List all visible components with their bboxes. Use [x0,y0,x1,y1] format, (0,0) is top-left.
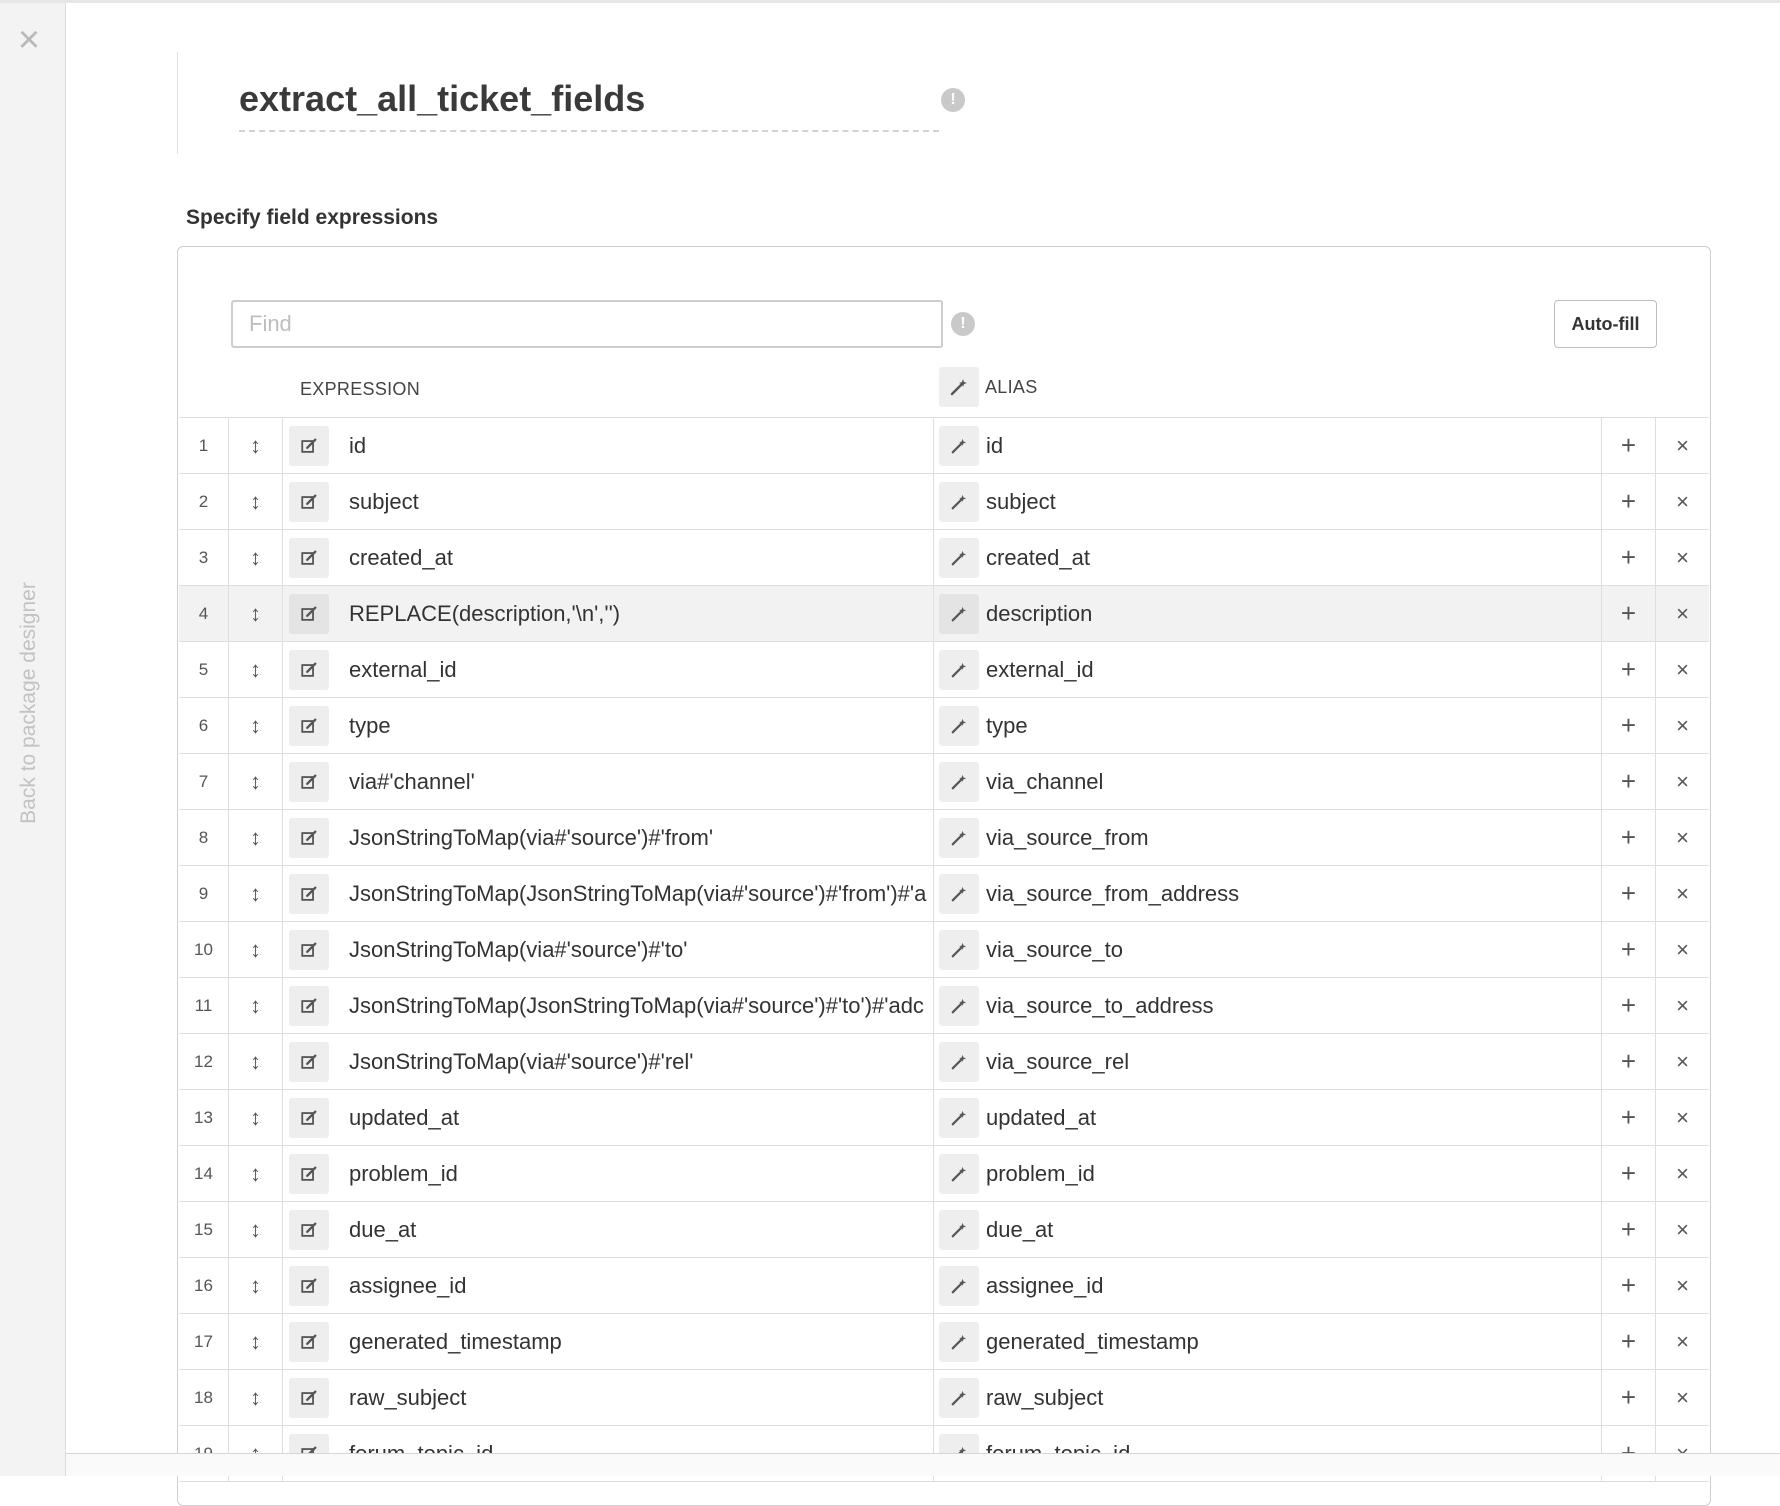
edit-icon[interactable] [289,762,329,802]
row-number: 18 [179,1370,229,1425]
info-icon[interactable]: ! [941,88,965,112]
remove-row-button[interactable]: × [1676,544,1689,570]
edit-icon[interactable] [289,538,329,578]
magic-wand-icon[interactable] [939,762,979,802]
remove-row-button[interactable]: × [1676,1104,1689,1130]
remove-row-button[interactable]: × [1676,936,1689,962]
alias-text[interactable]: subject [986,488,1056,514]
add-row-button[interactable]: + [1602,474,1656,529]
drag-handle-icon[interactable]: ↕ [229,922,283,977]
add-row-button[interactable]: + [1602,922,1656,977]
drag-handle-icon[interactable]: ↕ [229,418,283,473]
section-label: Specify field expressions [186,206,439,229]
edit-icon[interactable] [289,706,329,746]
alias-cell[interactable] [934,642,1602,697]
row-number: 10 [179,922,229,977]
drag-handle-icon[interactable]: ↕ [229,1202,283,1257]
expression-cell[interactable] [283,586,934,641]
drag-handle-icon[interactable]: ↕ [229,754,283,809]
remove-row-button[interactable]: × [1676,1384,1689,1410]
expression-cell[interactable] [283,1314,934,1369]
table-row[interactable] [179,1258,1709,1314]
edit-icon[interactable] [289,874,329,914]
expression-text[interactable]: type [349,712,391,738]
add-row-button[interactable]: + [1602,1370,1656,1425]
bottom-bar [66,1453,1780,1476]
expression-text[interactable]: problem_id [349,1160,458,1186]
expression-text[interactable]: JsonStringToMap(JsonStringToMap(via#'source')#'from')#'a [349,880,927,906]
alias-text[interactable]: via_source_rel [986,1048,1130,1074]
expression-cell[interactable] [283,754,934,809]
edit-icon[interactable] [289,1266,329,1306]
expression-text[interactable]: REPLACE(description,'\n','') [349,600,621,626]
alias-text[interactable]: via_channel [986,768,1104,794]
alias-text[interactable]: type [986,712,1028,738]
drag-handle-icon[interactable]: ↕ [229,1090,283,1145]
add-row-button[interactable]: + [1602,1146,1656,1201]
alias-cell[interactable] [934,810,1602,865]
row-number: 7 [179,754,229,809]
magic-wand-icon[interactable] [939,538,979,578]
expression-cell[interactable] [283,866,934,921]
magic-wand-icon[interactable] [939,426,979,466]
drag-handle-icon[interactable]: ↕ [229,530,283,585]
edit-icon[interactable] [289,482,329,522]
row-number: 4 [179,586,229,641]
alias-text[interactable]: via_source_from [986,824,1149,850]
auto-fill-button[interactable]: Auto-fill [1554,300,1657,348]
expression-text[interactable]: created_at [349,544,453,570]
alias-column-header: ALIAS [985,377,1038,397]
alias-text[interactable]: description [986,600,1093,626]
magic-wand-icon[interactable] [939,594,979,634]
row-number: 14 [179,1146,229,1201]
row-number: 2 [179,474,229,529]
add-row-button[interactable]: + [1602,642,1656,697]
magic-wand-icon[interactable] [939,1266,979,1306]
add-row-button[interactable]: + [1602,754,1656,809]
add-row-button[interactable]: + [1602,586,1656,641]
remove-row-button[interactable]: × [1676,1272,1689,1298]
component-name[interactable]: extract_all_ticket_fields [239,78,939,132]
alias-cell[interactable] [934,1090,1602,1145]
expression-text[interactable]: updated_at [349,1104,460,1130]
table-row[interactable] [179,642,1709,698]
row-number: 11 [179,978,229,1033]
alias-cell[interactable] [934,530,1602,585]
drag-handle-icon[interactable]: ↕ [229,978,283,1033]
expression-cell[interactable] [283,530,934,585]
edit-icon[interactable] [289,1098,329,1138]
table-row[interactable] [179,1146,1709,1202]
alias-text[interactable]: updated_at [986,1104,1097,1130]
add-row-button[interactable]: + [1602,530,1656,585]
alias-cell[interactable] [934,418,1602,473]
expression-cell[interactable] [283,642,934,697]
remove-row-button[interactable]: × [1676,600,1689,626]
add-row-button[interactable]: + [1602,1090,1656,1145]
alias-cell[interactable] [934,1370,1602,1425]
add-row-button[interactable]: + [1602,418,1656,473]
drag-handle-icon[interactable]: ↕ [229,866,283,921]
table-row[interactable] [179,1370,1709,1426]
magic-wand-icon[interactable] [939,1378,979,1418]
remove-row-button[interactable]: × [1676,1048,1689,1074]
add-row-button[interactable]: + [1602,698,1656,753]
alias-cell[interactable] [934,978,1602,1033]
alias-text[interactable]: due_at [986,1216,1054,1242]
find-input[interactable] [231,300,943,348]
expression-table [179,417,1709,1482]
magic-wand-icon[interactable] [939,482,979,522]
magic-wand-icon[interactable] [939,1042,979,1082]
alias-cell[interactable] [934,474,1602,529]
alias-cell[interactable] [934,586,1602,641]
table-row[interactable] [179,474,1709,530]
expression-cell[interactable] [283,418,934,473]
drag-handle-icon[interactable]: ↕ [229,642,283,697]
add-row-button[interactable]: + [1602,866,1656,921]
magic-wand-icon[interactable] [939,650,979,690]
alias-text[interactable]: via_source_from_address [986,880,1240,906]
expression-cell[interactable] [283,1370,934,1425]
drag-handle-icon[interactable]: ↕ [229,1258,283,1313]
close-icon[interactable]: × [17,19,41,61]
alias-text[interactable]: via_source_to [986,936,1123,962]
add-row-button[interactable]: + [1602,978,1656,1033]
expression-cell[interactable] [283,1258,934,1313]
expression-cell[interactable] [283,810,934,865]
alias-cell[interactable] [934,922,1602,977]
row-number: 13 [179,1090,229,1145]
expression-text[interactable]: JsonStringToMap(JsonStringToMap(via#'source')#'to')#'adc [349,992,924,1018]
drag-handle-icon[interactable]: ↕ [229,1314,283,1369]
row-number: 15 [179,1202,229,1257]
alias-cell[interactable] [934,1258,1602,1313]
remove-row-button[interactable]: × [1676,992,1689,1018]
table-row[interactable] [179,754,1709,810]
table-row[interactable] [179,530,1709,586]
magic-wand-icon[interactable] [939,930,979,970]
magic-wand-icon[interactable] [939,874,979,914]
expression-text[interactable]: id [349,432,367,458]
table-row[interactable] [179,978,1709,1034]
expression-text[interactable]: due_at [349,1216,417,1242]
alias-text[interactable]: id [986,432,1004,458]
edit-icon[interactable] [289,986,329,1026]
add-row-button[interactable]: + [1602,1202,1656,1257]
drag-handle-icon[interactable]: ↕ [229,1146,283,1201]
edit-icon[interactable] [289,930,329,970]
expression-text[interactable]: raw_subject [349,1384,467,1410]
edit-icon[interactable] [289,1210,329,1250]
expression-column-header: EXPRESSION [300,379,421,399]
alias-text[interactable]: via_source_to_address [986,992,1214,1018]
expression-text[interactable]: assignee_id [349,1272,467,1298]
edit-icon[interactable] [289,1322,329,1362]
expression-cell[interactable] [283,1202,934,1257]
table-row[interactable] [179,586,1709,642]
alias-text[interactable]: assignee_id [986,1272,1104,1298]
row-number: 12 [179,1034,229,1089]
alias-cell[interactable] [934,1146,1602,1201]
alias-cell[interactable] [934,1202,1602,1257]
expression-text[interactable]: JsonStringToMap(via#'source')#'to' [349,936,688,962]
alias-text[interactable]: created_at [986,544,1090,570]
edit-icon[interactable] [289,1154,329,1194]
remove-row-button[interactable]: × [1676,1160,1689,1186]
remove-row-button[interactable]: × [1676,880,1689,906]
table-row[interactable] [179,1034,1709,1090]
row-number: 16 [179,1258,229,1313]
alias-cell[interactable] [934,754,1602,809]
alias-text[interactable]: problem_id [986,1160,1095,1186]
table-row[interactable] [179,418,1709,474]
edit-icon[interactable] [289,1042,329,1082]
expression-text[interactable]: external_id [349,656,457,682]
top-border [0,0,1780,3]
sidebar [0,3,66,1476]
back-to-package-designer-link[interactable]: Back to package designer [17,582,40,824]
expression-text[interactable]: JsonStringToMap(via#'source')#'rel' [349,1048,694,1074]
edit-icon[interactable] [289,594,329,634]
remove-row-button[interactable]: × [1676,1328,1689,1354]
row-number: 6 [179,698,229,753]
expression-text[interactable]: via#'channel' [349,768,475,794]
expression-cell[interactable] [283,978,934,1033]
alias-cell[interactable] [934,1034,1602,1089]
remove-row-button[interactable]: × [1676,656,1689,682]
table-row[interactable] [179,1090,1709,1146]
add-row-button[interactable]: + [1602,1258,1656,1313]
drag-handle-icon[interactable]: ↕ [229,474,283,529]
expression-text[interactable]: generated_timestamp [349,1328,562,1354]
expression-cell[interactable] [283,1034,934,1089]
edit-icon[interactable] [289,426,329,466]
magic-wand-icon[interactable] [939,367,979,407]
drag-handle-icon[interactable]: ↕ [229,1034,283,1089]
row-number: 17 [179,1314,229,1369]
component-title-block [177,52,977,154]
magic-wand-icon[interactable] [939,1154,979,1194]
expression-cell[interactable] [283,474,934,529]
edit-icon[interactable] [289,650,329,690]
table-row[interactable] [179,866,1709,922]
alias-cell[interactable] [934,698,1602,753]
find-info-icon[interactable]: ! [951,312,975,336]
magic-wand-icon[interactable] [939,1210,979,1250]
remove-row-button[interactable]: × [1676,768,1689,794]
magic-wand-icon[interactable] [939,1322,979,1362]
add-row-button[interactable]: + [1602,1314,1656,1369]
row-number: 3 [179,530,229,585]
alias-cell[interactable] [934,1314,1602,1369]
add-row-button[interactable]: + [1602,810,1656,865]
alias-cell[interactable] [934,866,1602,921]
drag-handle-icon[interactable]: ↕ [229,1370,283,1425]
expression-text[interactable]: JsonStringToMap(via#'source')#'from' [349,824,714,850]
remove-row-button[interactable]: × [1676,712,1689,738]
remove-row-button[interactable]: × [1676,488,1689,514]
alias-text[interactable]: external_id [986,656,1094,682]
expression-cell[interactable] [283,1090,934,1145]
edit-icon[interactable] [289,1378,329,1418]
drag-handle-icon[interactable]: ↕ [229,810,283,865]
table-row[interactable] [179,810,1709,866]
table-row[interactable] [179,698,1709,754]
expression-cell[interactable] [283,1146,934,1201]
expression-text[interactable]: subject [349,488,419,514]
magic-wand-icon[interactable] [939,986,979,1026]
row-number: 8 [179,810,229,865]
add-row-button[interactable]: + [1602,1034,1656,1089]
expression-cell[interactable] [283,698,934,753]
row-number: 1 [179,418,229,473]
drag-handle-icon[interactable]: ↕ [229,586,283,641]
drag-handle-icon[interactable]: ↕ [229,698,283,753]
table-row[interactable] [179,1202,1709,1258]
field-expressions-panel [177,246,1711,1506]
expression-cell[interactable] [283,922,934,977]
magic-wand-icon[interactable] [939,1098,979,1138]
remove-row-button[interactable]: × [1676,824,1689,850]
remove-row-button[interactable]: × [1676,432,1689,458]
magic-wand-icon[interactable] [939,706,979,746]
table-row[interactable] [179,922,1709,978]
row-number: 5 [179,642,229,697]
alias-text[interactable]: generated_timestamp [986,1328,1199,1354]
table-row[interactable] [179,1314,1709,1370]
magic-wand-icon[interactable] [939,818,979,858]
alias-text[interactable]: raw_subject [986,1384,1104,1410]
row-number: 9 [179,866,229,921]
remove-row-button[interactable]: × [1676,1216,1689,1242]
edit-icon[interactable] [289,818,329,858]
